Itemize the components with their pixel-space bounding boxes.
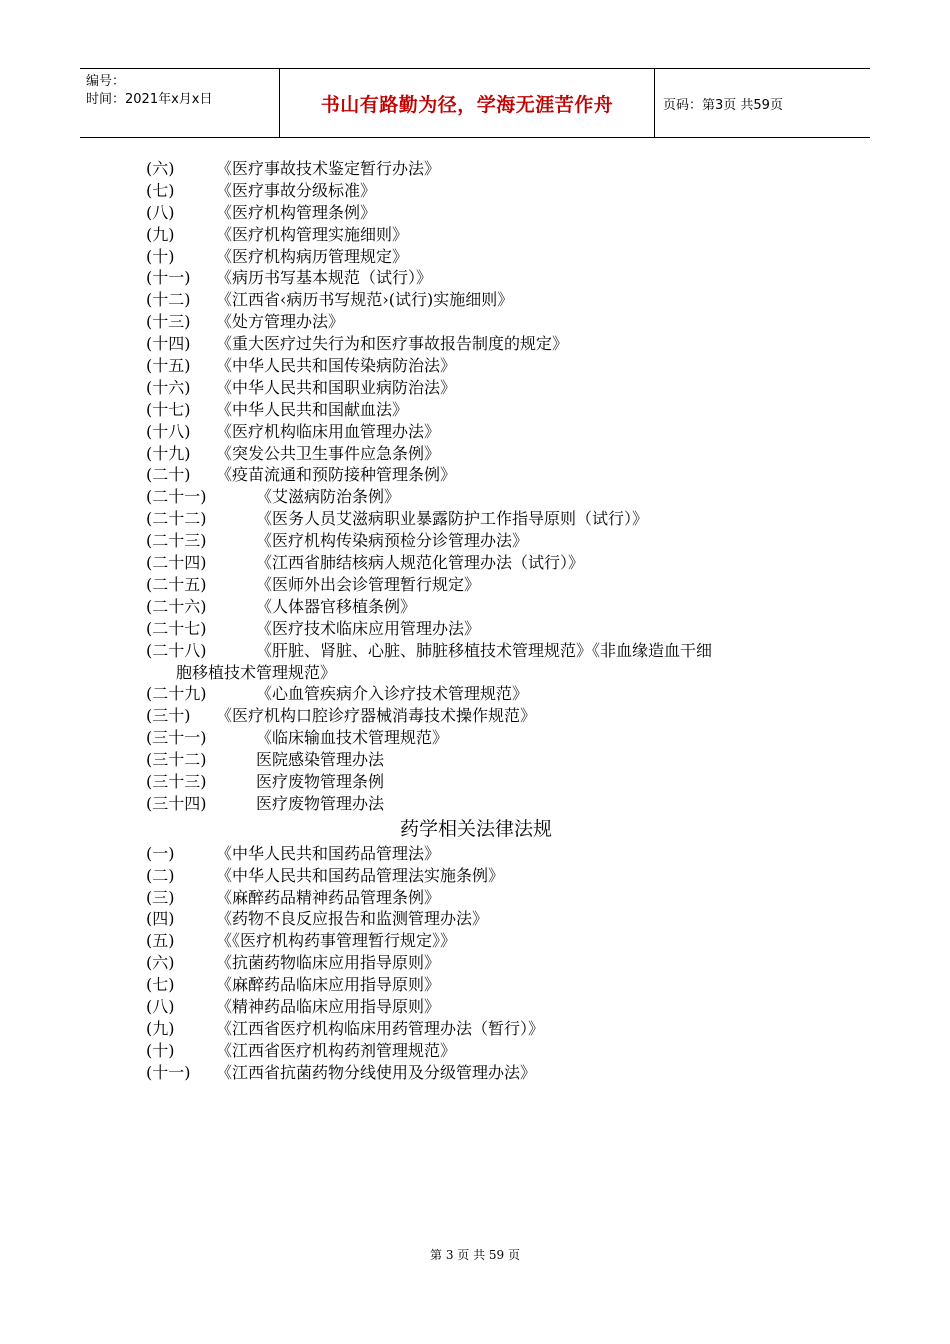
item-title: 《《医疗机构药事管理暂行规定》》: [216, 931, 457, 951]
item-number: (十一): [146, 1062, 191, 1082]
item-number: (十一): [146, 268, 191, 288]
item-number: (二十): [146, 465, 191, 485]
item-title: 《医疗机构管理条例》: [216, 202, 377, 222]
time-label: 时间：2021年x月x日: [86, 92, 213, 107]
list-item: [146, 158, 826, 180]
item-number: (二十五): [146, 574, 207, 594]
list-item: [146, 596, 826, 618]
list-item: [146, 640, 826, 662]
list-item: [146, 1062, 826, 1084]
item-number: (二十三): [146, 531, 207, 551]
list-item: [146, 508, 826, 530]
header-page-cell: [655, 69, 870, 137]
item-number: (十五): [146, 356, 191, 376]
item-title: 《江西省‹病历书写规范›(试行)实施细则》: [216, 290, 514, 310]
item-number: (七): [146, 180, 175, 200]
header-slogan-cell: [280, 69, 655, 137]
item-continuation: 胞移植技术管理规范》: [176, 662, 337, 682]
list-item: [146, 930, 826, 952]
list-item: [146, 865, 826, 887]
item-title: 《江西省肺结核病人规范化管理办法（试行）》: [256, 553, 585, 573]
medical-regulations-list-continued: [146, 683, 826, 814]
item-title: 《医疗机构临床用血管理办法》: [216, 421, 441, 441]
item-number: (三十一): [146, 728, 207, 748]
list-item: [146, 705, 826, 727]
list-item: [146, 727, 826, 749]
list-item: [146, 793, 826, 815]
header-meta: [80, 69, 280, 137]
list-item: [146, 311, 826, 333]
item-title: 《江西省医疗机构药剂管理规范》: [216, 1040, 457, 1060]
item-title: 《病历书写基本规范（试行）》: [216, 268, 433, 288]
item-title: 《麻醉药品临床应用指导原则》: [216, 975, 441, 995]
item-number: (九): [146, 1018, 175, 1038]
item-title: 《处方管理办法》: [216, 312, 345, 332]
item-number: (十九): [146, 443, 191, 463]
item-title: 《心血管疾病介入诊疗技术管理规范》: [256, 684, 529, 704]
list-item: [146, 887, 826, 909]
item-title: 《重大医疗过失行为和医疗事故报告制度的规定》: [216, 334, 569, 354]
item-number: (二十六): [146, 596, 207, 616]
list-item: [146, 952, 826, 974]
item-title: 《精神药品临床应用指导原则》: [216, 996, 441, 1016]
section-title: 药学相关法律法规: [399, 817, 552, 840]
item-number: (二十一): [146, 487, 207, 507]
item-title: 《人体器官移植条例》: [256, 596, 417, 616]
item-number: (十): [146, 246, 175, 266]
item-title: 《医疗机构病历管理规定》: [216, 246, 409, 266]
item-title: 《中华人民共和国药品管理法》: [216, 843, 441, 863]
list-item: [146, 574, 826, 596]
item-title: 《艾滋病防治条例》: [256, 487, 401, 507]
item-number: (五): [146, 931, 175, 951]
item-title: 《疫苗流通和预防接种管理条例》: [216, 465, 457, 485]
item-number: (十三): [146, 312, 191, 332]
item-title: 《医疗技术临床应用管理办法》: [256, 618, 481, 638]
item-number: (二十九): [146, 684, 207, 704]
item-number: (九): [146, 224, 175, 244]
list-item: [146, 618, 826, 640]
list-item: [146, 180, 826, 202]
list-item: [146, 771, 826, 793]
item-number: (三十四): [146, 793, 207, 813]
number-label: 编号：: [86, 74, 126, 89]
item-title: 《江西省抗菌药物分线使用及分级管理办法》: [216, 1062, 537, 1082]
list-item: [146, 333, 826, 355]
item-title: 《中华人民共和国传染病防治法》: [216, 356, 457, 376]
slogan: 书山有路勤为径，学海无涯苦作舟: [320, 93, 614, 116]
list-item: [146, 355, 826, 377]
item-number: (三): [146, 887, 175, 907]
pharmacy-regulations-list: [146, 843, 826, 1084]
list-item: [146, 1018, 826, 1040]
item-number: (七): [146, 975, 175, 995]
item-title: 《医疗机构口腔诊疗器械消毒技术操作规范》: [216, 706, 537, 726]
list-item: [146, 974, 826, 996]
item-title: 《江西省医疗机构临床用药管理办法（暂行）》: [216, 1018, 545, 1038]
item-title: 《中华人民共和国职业病防治法》: [216, 377, 457, 397]
list-item: [146, 421, 826, 443]
item-title: 《肝脏、肾脏、心脏、肺脏移植技术管理规范》《非血缘造血干细: [256, 640, 713, 660]
item-number: (十七): [146, 399, 191, 419]
list-item: [146, 749, 826, 771]
list-item: [146, 908, 826, 930]
page-label: 页码：第3页 共59页: [663, 97, 783, 113]
item-number: (十六): [146, 377, 191, 397]
item-number: (三十三): [146, 771, 207, 791]
item-number: (八): [146, 202, 175, 222]
item-number: (二十二): [146, 509, 207, 529]
item-number: (三十二): [146, 750, 207, 770]
page-footer: 第 3 页 共 59 页: [430, 1248, 520, 1262]
list-item: [146, 464, 826, 486]
document-body: [146, 158, 826, 1084]
item-title: 《医疗机构传染病预检分诊管理办法》: [256, 531, 529, 551]
medical-regulations-list: [146, 158, 826, 640]
item-title: 《中华人民共和国药品管理法实施条例》: [216, 865, 505, 885]
item-number: (二十七): [146, 618, 207, 638]
item-title: 《医务人员艾滋病职业暴露防护工作指导原则（试行）》: [256, 509, 649, 529]
item-title: 《医疗事故分级标准》: [216, 180, 377, 200]
item-title: 《麻醉药品精神药品管理条例》: [216, 887, 441, 907]
item-number: (二): [146, 865, 175, 885]
item-number: (十八): [146, 421, 191, 441]
item-title: 《医师外出会诊管理暂行规定》: [256, 574, 481, 594]
item-title: 《临床输血技术管理规范》: [256, 728, 449, 748]
list-item: [146, 202, 826, 224]
list-item: [146, 486, 826, 508]
item-number: (一): [146, 843, 175, 863]
item-number: (二十四): [146, 553, 207, 573]
list-item: [146, 224, 826, 246]
list-item: [146, 552, 826, 574]
item-title: 医院感染管理办法: [256, 750, 385, 770]
item-number: (六): [146, 953, 175, 973]
list-item: [146, 246, 826, 268]
item-number: (八): [146, 996, 175, 1016]
list-item: [146, 530, 826, 552]
page-header: [80, 68, 870, 138]
item-number: (二十八): [146, 640, 207, 660]
item-number: (十): [146, 1040, 175, 1060]
item-title: 《医疗事故技术鉴定暂行办法》: [216, 159, 441, 178]
item-title: 医疗废物管理条例: [256, 771, 385, 791]
list-item: [146, 399, 826, 421]
item-title: 《抗菌药物临床应用指导原则》: [216, 953, 441, 973]
list-item: [146, 267, 826, 289]
item-number: (六): [146, 159, 175, 178]
item-title: 《突发公共卫生事件应急条例》: [216, 443, 441, 463]
list-item: [146, 683, 826, 705]
item-title: 医疗废物管理办法: [256, 793, 385, 813]
list-item: [146, 996, 826, 1018]
item-title: 《中华人民共和国献血法》: [216, 399, 409, 419]
list-item: [146, 1040, 826, 1062]
item-number: (四): [146, 909, 175, 929]
list-item: [146, 377, 826, 399]
item-number: (三十): [146, 706, 191, 726]
list-item: [146, 443, 826, 465]
list-item: [146, 843, 826, 865]
item-number: (十二): [146, 290, 191, 310]
item-title: 《医疗机构管理实施细则》: [216, 224, 409, 244]
item-title: 《药物不良反应报告和监测管理办法》: [216, 909, 489, 929]
item-number: (十四): [146, 334, 191, 354]
list-item: [146, 289, 826, 311]
